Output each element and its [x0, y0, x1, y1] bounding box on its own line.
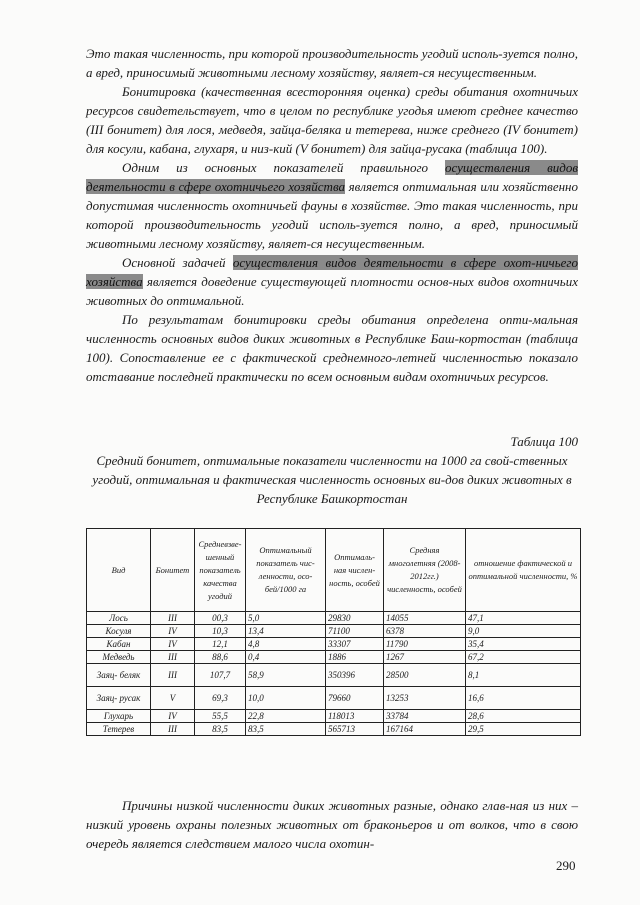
- table-row: [87, 710, 581, 723]
- cell-ratio: 47,1: [466, 612, 581, 625]
- highlighted-phrase-1: осуществления видов деятельности в сфере охотничьего хозяйства: [86, 160, 578, 194]
- cell-density: 0,4: [246, 651, 326, 664]
- cell-species: Лось: [87, 612, 151, 625]
- paragraph-3: [86, 158, 578, 253]
- cell-optimal: 350396: [326, 664, 384, 687]
- cell-quality: 69,3: [195, 687, 246, 710]
- page-number: 290: [556, 858, 576, 873]
- cell-quality: 55,5: [195, 710, 246, 723]
- paragraph-3-end: является оптимальная или хозяйственно допустимая численность охотничьей фауны в хозяйстве. Это такая численность, при которой производительность угодий исполь-зуется полно, а вред, приносимый животными лесному хозяйству, являет-ся несущественным.: [86, 179, 578, 251]
- cell-quality: 12,1: [195, 638, 246, 651]
- cell-bonitet: III: [151, 612, 195, 625]
- cell-ratio: 28,6: [466, 710, 581, 723]
- data-table: [86, 528, 581, 736]
- cell-average: 11790: [384, 638, 466, 651]
- table-header-row: [87, 529, 581, 612]
- cell-density: 5,0: [246, 612, 326, 625]
- cell-density: 22,8: [246, 710, 326, 723]
- cell-ratio: 8,1: [466, 664, 581, 687]
- cell-bonitet: IV: [151, 625, 195, 638]
- cell-average: 33784: [384, 710, 466, 723]
- body-text-lower: Причины низкой численности диких животных разные, однако глав-ная из них – низкий уровень охраны полезных животных от браконьеров и от волков, что в свою очередь является следствием малого числа охотин-: [86, 798, 578, 851]
- cell-optimal: 33307: [326, 638, 384, 651]
- cell-bonitet: IV: [151, 638, 195, 651]
- cell-species: Заяц- беляк: [87, 664, 151, 687]
- table-number: Таблица 100: [510, 434, 578, 449]
- header-bonitet: Бонитет: [151, 529, 195, 612]
- table-row: [87, 612, 581, 625]
- cell-species: Тетерев: [87, 723, 151, 736]
- paragraph-5: По результатам бонитировки среды обитания определена опти-мальная численность основных видов диких животных в Республике Баш-кортостан (таблица 100). Сопоставление ее с фактической среднемного-летней численностью показало отставание последней практически по всем основным видам охотничьих ресурсов.: [86, 312, 578, 384]
- cell-average: 6378: [384, 625, 466, 638]
- cell-bonitet: V: [151, 687, 195, 710]
- cell-ratio: 67,2: [466, 651, 581, 664]
- cell-optimal: 71100: [326, 625, 384, 638]
- cell-ratio: 16,6: [466, 687, 581, 710]
- cell-optimal: 1886: [326, 651, 384, 664]
- header-average-count: Средняя многолетняя (2008-2012гг.) численность, особей: [384, 529, 466, 612]
- header-quality-index: Средневзве-шенный показатель качества угодий: [195, 529, 246, 612]
- cell-optimal: 79660: [326, 687, 384, 710]
- paragraph-4: [86, 253, 578, 310]
- cell-bonitet: III: [151, 723, 195, 736]
- table-row: [87, 664, 581, 687]
- cell-average: 28500: [384, 664, 466, 687]
- cell-quality: 10,3: [195, 625, 246, 638]
- cell-species: Медведь: [87, 651, 151, 664]
- cell-average: 13253: [384, 687, 466, 710]
- paragraph-4-end: является доведение существующей плотности основ-ных видов охотничьих животных до оптимальной.: [86, 274, 578, 308]
- cell-ratio: 29,5: [466, 723, 581, 736]
- paragraph-2: Бонитировка (качественная всесторонняя оценка) среды обитания охотничьих ресурсов свидетельствует, что в целом по республике угодья имеют среднее качество (III бонитет) для лося, медведя, зайца-беляка и тетерева, ниже среднего (IV бонитет) для косули, кабана, глухаря, и низ-кий (V бонитет) для зайца-русака (таблица 100).: [86, 84, 578, 156]
- cell-ratio: 35,4: [466, 638, 581, 651]
- paragraph-3-start: Одним из основных показателей правильного: [122, 160, 445, 175]
- header-optimal-density: Оптимальный показатель чис-ленности, осо-бей/1000 га: [246, 529, 326, 612]
- cell-quality: 83,5: [195, 723, 246, 736]
- cell-density: 4,8: [246, 638, 326, 651]
- cell-quality: 88,6: [195, 651, 246, 664]
- cell-average: 1267: [384, 651, 466, 664]
- table-row: [87, 723, 581, 736]
- table-heading: [86, 432, 578, 508]
- header-optimal-count: Оптималь-ная числен-ность, особей: [326, 529, 384, 612]
- paragraph-4-start: Основной задачей: [122, 255, 233, 270]
- table-row: [87, 625, 581, 638]
- cell-average: 14055: [384, 612, 466, 625]
- header-species: Вид: [87, 529, 151, 612]
- paragraph-1: Это такая численность, при которой производительность угодий исполь-зуется полно, а вред, приносимый животными лесному хозяйству, являет-ся несущественным.: [86, 46, 578, 80]
- cell-density: 83,5: [246, 723, 326, 736]
- cell-species: Косуля: [87, 625, 151, 638]
- cell-bonitet: IV: [151, 710, 195, 723]
- table-row: [87, 651, 581, 664]
- header-ratio: отношение фактической и оптимальной численности, %: [466, 529, 581, 612]
- table-row: [87, 687, 581, 710]
- cell-average: 167164: [384, 723, 466, 736]
- cell-optimal: 565713: [326, 723, 384, 736]
- table-caption: Средний бонитет, оптимальные показатели численности на 1000 га свой-ственных угодий, оптимальная и фактическая численность основных ви-дов диких животных в Республике Башкортостан: [92, 453, 572, 506]
- cell-ratio: 9,0: [466, 625, 581, 638]
- highlighted-phrase-2: осуществления видов деятельности в сфере охот-ничьего хозяйства: [86, 255, 578, 289]
- cell-bonitet: III: [151, 664, 195, 687]
- cell-bonitet: III: [151, 651, 195, 664]
- cell-density: 13,4: [246, 625, 326, 638]
- cell-optimal: 118013: [326, 710, 384, 723]
- cell-quality: 00,3: [195, 612, 246, 625]
- cell-species: Глухарь: [87, 710, 151, 723]
- cell-species: Кабан: [87, 638, 151, 651]
- cell-density: 10,0: [246, 687, 326, 710]
- cell-density: 58,9: [246, 664, 326, 687]
- table-row: [87, 638, 581, 651]
- cell-quality: 107,7: [195, 664, 246, 687]
- body-text-upper: [86, 44, 578, 386]
- cell-optimal: 29830: [326, 612, 384, 625]
- cell-species: Заяц- русак: [87, 687, 151, 710]
